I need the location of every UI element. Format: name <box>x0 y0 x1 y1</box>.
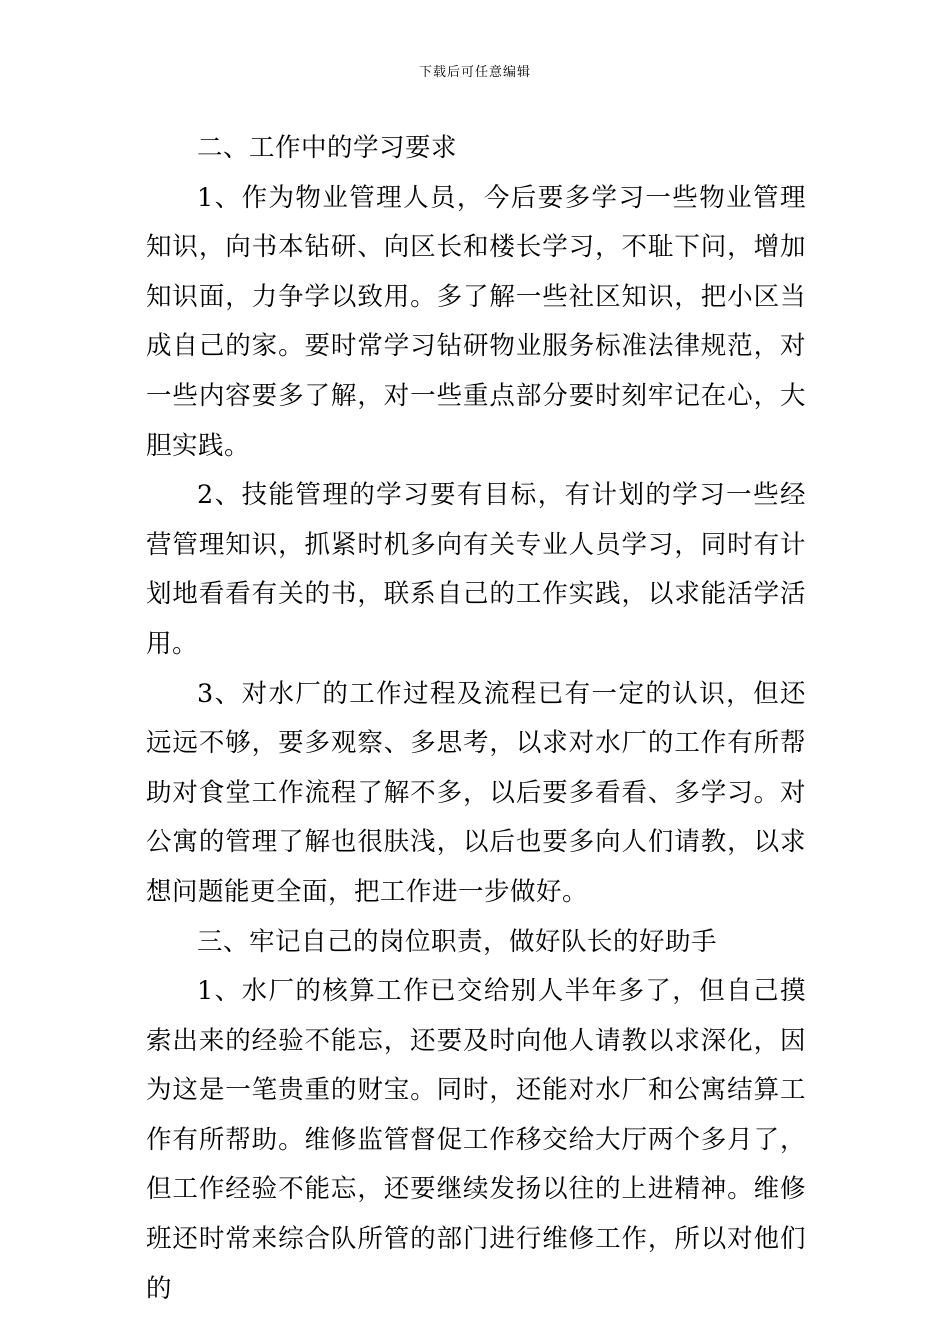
paragraph-item-duties-1: 1、水厂的核算工作已交给别人半年多了，但自己摸索出来的经验不能忘，还要及时向他人请教以求深化，因为这是一笔贵重的财宝。同时，还能对水厂和公寓结算工作有所帮助。维修监管督促工作移交给大厅两个多月了，但工作经验不能忘，还要继续发扬以往的上进精神。维修班还时常来综合队所管的部门进行维修工作，所以对他们的 <box>146 976 806 1304</box>
section-heading-learning-requirements: 二、工作中的学习要求 <box>197 133 458 163</box>
paragraph-item-2: 2、技能管理的学习要有目标，有计划的学习一些经营管理知识，抓紧时机多向有关专业人员学习，同时有计划地看看有关的书，联系自己的工作实践，以求能活学活用。 <box>146 480 806 659</box>
document-body <box>146 124 806 1314</box>
paragraph-item-3: 3、对水厂的工作过程及流程已有一定的认识，但还远远不够，要多观察、多思考，以求对水厂的工作有所帮助对食堂工作流程了解不多，以后要多看看、多学习。对公寓的管理了解也很肤浅，以后也要多向人们请教，以求想问题能更全面，把工作进一步做好。 <box>146 678 806 907</box>
paragraph-item-1: 1、作为物业管理人员，今后要多学习一些物业管理知识，向书本钻研、向区长和楼长学习，不耻下问，增加知识面，力争学以致用。多了解一些社区知识，把小区当成自己的家。要时常学习钻研物业服务标准法律规范，对一些内容要多了解，对一些重点部分要时刻牢记在心，大胆实践。 <box>146 182 806 461</box>
section-heading-job-duties: 三、牢记自己的岗位职责，做好队长的好助手 <box>197 926 718 957</box>
page-header: 下载后可任意编辑 <box>418 65 531 80</box>
